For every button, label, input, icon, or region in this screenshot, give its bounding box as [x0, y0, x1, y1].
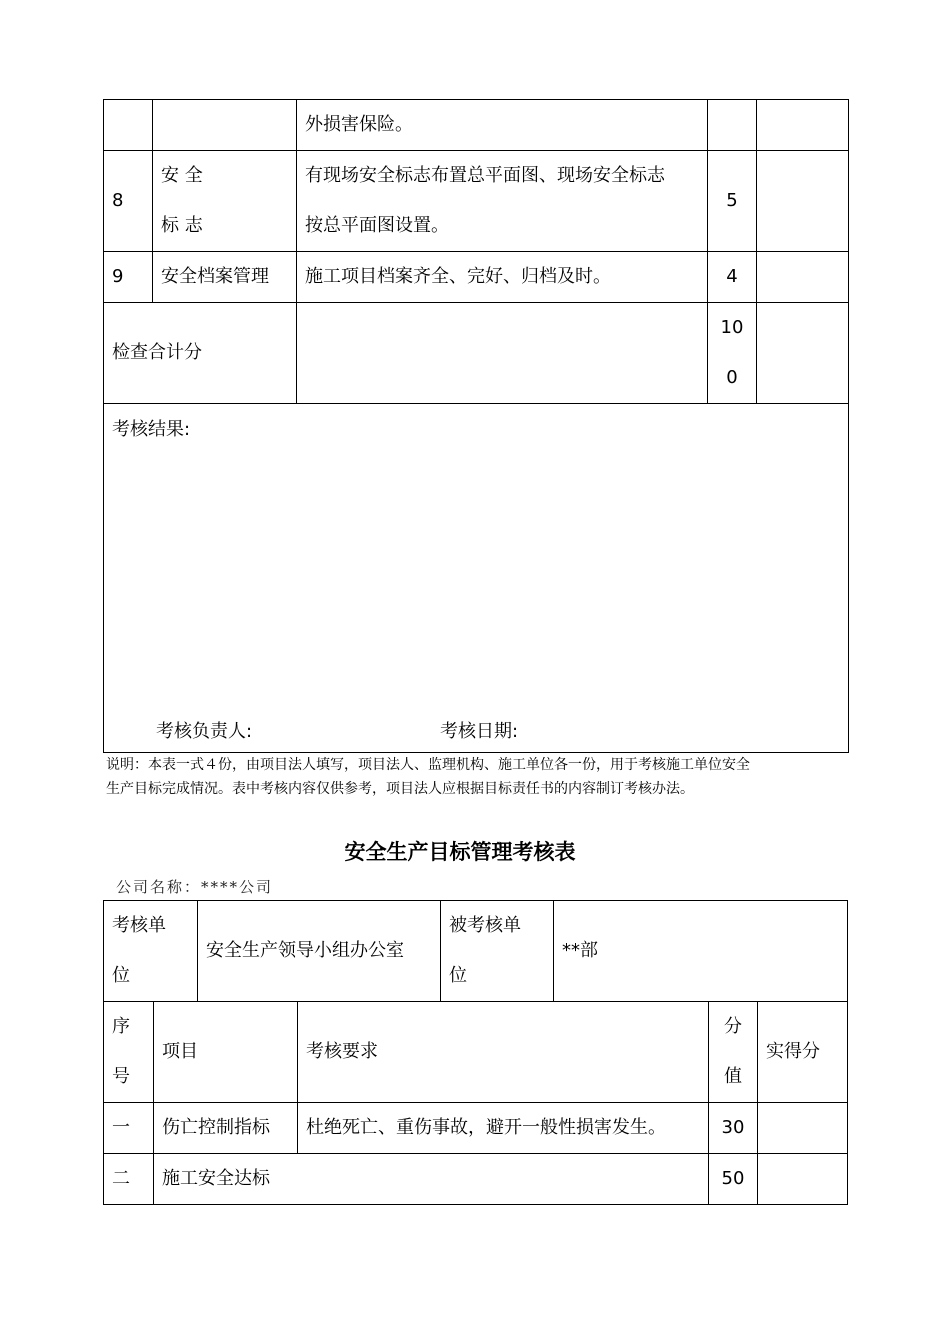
row-number: 一: [104, 1103, 154, 1154]
total-score: [708, 303, 757, 404]
result-row: [104, 404, 849, 753]
row-number: 二: [104, 1154, 154, 1205]
assessment-table-continued: [103, 99, 849, 753]
row-item: 伤亡控制指标: [154, 1103, 298, 1154]
table-row: [104, 100, 849, 151]
row-number: 8: [104, 151, 153, 252]
header-number-line2: 号: [112, 1066, 130, 1087]
assessment-table: [103, 1001, 848, 1205]
note-line-2: 生产目标完成情况。表中考核内容仅供参考，项目法人应根据目标责任书的内容制订考核办法。: [106, 781, 694, 797]
row-requirement: 外损害保险。: [297, 100, 708, 151]
row-score: 30: [709, 1103, 758, 1154]
total-label: 检查合计分: [104, 303, 297, 404]
note-line-1: 说明：本表一式４份，由项目法人填写，项目法人、监理机构、施工单位各一份，用于考核施工单位安全: [106, 757, 750, 773]
responsible-label: 考核负责人:: [156, 721, 253, 742]
row-score: 50: [709, 1154, 758, 1205]
header-score-line1: 分: [724, 1016, 742, 1037]
table-row: [104, 252, 849, 303]
row-actual-score: [757, 252, 849, 303]
result-cell: [104, 404, 849, 753]
row-number: [104, 100, 153, 151]
row-item: 施工安全达标: [154, 1154, 709, 1205]
unit-info-table: [103, 900, 848, 1002]
header-score-line2: 值: [724, 1066, 742, 1087]
header-row: [104, 1002, 848, 1103]
header-score: [709, 1002, 758, 1103]
row-score: 4: [708, 252, 757, 303]
company-name: 公司名称：****公司: [116, 878, 274, 896]
assessed-unit-label-line2: 位: [449, 965, 467, 986]
row-item-line1: 安 全: [161, 165, 203, 186]
assessed-unit-value: **部: [554, 901, 848, 1002]
table-row: [104, 1154, 848, 1205]
total-actual-score: [757, 303, 849, 404]
assessed-unit-label: [441, 901, 554, 1002]
total-score-line2: 0: [726, 367, 738, 388]
row-requirement: [297, 151, 708, 252]
table-row: [104, 1103, 848, 1154]
header-requirement: 考核要求: [298, 1002, 709, 1103]
row-score: [708, 100, 757, 151]
header-number: [104, 1002, 154, 1103]
row-requirement: 施工项目档案齐全、完好、归档及时。: [297, 252, 708, 303]
assessing-unit-label-line1: 考核单: [112, 915, 166, 936]
row-number: 9: [104, 252, 153, 303]
total-score-line1: 10: [720, 317, 744, 338]
total-blank: [297, 303, 708, 404]
header-number-line1: 序: [112, 1016, 130, 1037]
header-actual-score: 实得分: [758, 1002, 848, 1103]
total-row: [104, 303, 849, 404]
row-requirement-line2: 按总平面图设置。: [305, 215, 449, 236]
row-actual-score: [757, 100, 849, 151]
header-item: 项目: [154, 1002, 298, 1103]
row-item: 安全档案管理: [153, 252, 297, 303]
row-actual-score: [758, 1103, 848, 1154]
date-label: 考核日期:: [440, 721, 519, 742]
assessing-unit-value: 安全生产领导小组办公室: [198, 901, 441, 1002]
row-item: [153, 151, 297, 252]
row-actual-score: [757, 151, 849, 252]
assessing-unit-label: [104, 901, 198, 1002]
unit-row: [104, 901, 848, 1002]
row-actual-score: [758, 1154, 848, 1205]
form-title: 安全生产目标管理考核表: [344, 840, 576, 864]
assessed-unit-label-line1: 被考核单: [449, 915, 521, 936]
row-item-line2: 标 志: [161, 215, 203, 236]
row-item: [153, 100, 297, 151]
result-label: 考核结果:: [112, 419, 191, 440]
row-score: 5: [708, 151, 757, 252]
assessing-unit-label-line2: 位: [112, 965, 130, 986]
row-requirement: 杜绝死亡、重伤事故，避开一般性损害发生。: [298, 1103, 709, 1154]
table-row: [104, 151, 849, 252]
row-requirement-line1: 有现场安全标志布置总平面图、现场安全标志: [305, 165, 665, 186]
